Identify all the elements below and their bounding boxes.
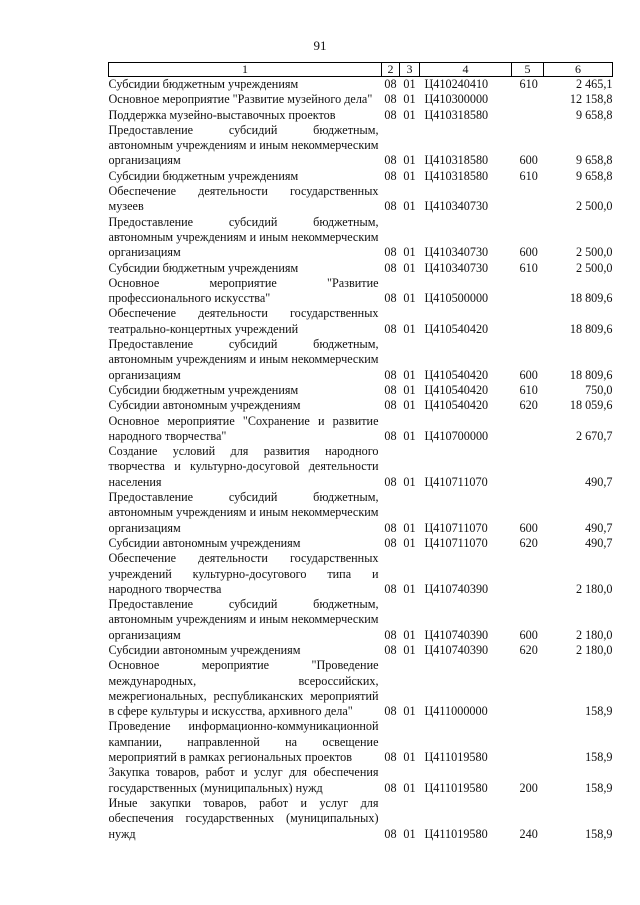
row-expense-type bbox=[512, 108, 544, 123]
row-expense-type bbox=[512, 414, 544, 445]
row-subsection: 01 bbox=[403, 168, 416, 183]
row-amount: 18 809,6 bbox=[569, 321, 613, 336]
row-amount: 2 500,0 bbox=[575, 245, 613, 260]
row-subsection: 01 bbox=[403, 291, 416, 306]
row-target-code: Ц410318580 bbox=[424, 168, 489, 183]
table-row bbox=[109, 536, 613, 551]
row-amount: 490,7 bbox=[585, 520, 613, 535]
table-row bbox=[109, 123, 613, 169]
row-expense-type bbox=[512, 92, 544, 107]
column-header: 6 bbox=[544, 63, 613, 77]
table-row bbox=[109, 414, 613, 445]
row-amount: 9 658,8 bbox=[575, 168, 613, 183]
row-target-code: Ц410500000 bbox=[424, 291, 489, 306]
row-name: Предоставление субсидий бюджетным, автономным учреждениям и иным некоммерческим организациям bbox=[108, 490, 379, 535]
row-target-code: Ц410540420 bbox=[424, 382, 489, 397]
row-name: Субсидии бюджетным учреждениям bbox=[108, 168, 299, 183]
row-expense-type: 600 bbox=[519, 367, 538, 382]
table-row bbox=[109, 398, 613, 413]
budget-table bbox=[108, 62, 613, 842]
table-row bbox=[109, 551, 613, 597]
table-row bbox=[109, 92, 613, 107]
row-expense-type bbox=[512, 184, 544, 215]
row-name: Создание условий для развития народного творчества и культурно-досуговой деятельности населения bbox=[108, 444, 379, 489]
row-name: Обеспечение деятельности государственных музеев bbox=[108, 184, 379, 214]
row-target-code: Ц411019580 bbox=[424, 780, 488, 795]
table-row bbox=[109, 184, 613, 215]
row-section: 08 bbox=[384, 92, 397, 107]
table-row bbox=[109, 796, 613, 842]
row-target-code: Ц410700000 bbox=[424, 428, 489, 443]
table-row bbox=[109, 658, 613, 719]
row-subsection: 01 bbox=[403, 520, 416, 535]
row-expense-type: 610 bbox=[519, 382, 538, 397]
row-target-code: Ц410740390 bbox=[424, 627, 489, 642]
row-expense-type: 620 bbox=[519, 642, 538, 657]
row-name: Поддержка музейно-выставочных проектов bbox=[108, 107, 336, 122]
row-expense-type: 610 bbox=[519, 168, 538, 183]
row-name: Субсидии бюджетным учреждениям bbox=[108, 260, 299, 275]
row-amount: 18 809,6 bbox=[569, 367, 613, 382]
row-amount: 490,7 bbox=[585, 535, 613, 550]
row-subsection: 01 bbox=[403, 704, 416, 719]
row-name: Субсидии автономным учреждениям bbox=[108, 642, 301, 657]
row-name: Субсидии автономным учреждениям bbox=[108, 398, 301, 413]
row-amount: 2 465,1 bbox=[575, 77, 613, 91]
row-target-code: Ц410240410 bbox=[424, 77, 489, 91]
row-expense-type: 200 bbox=[519, 780, 538, 795]
table-row bbox=[109, 383, 613, 398]
column-header: 5 bbox=[512, 63, 544, 77]
row-subsection: 01 bbox=[403, 367, 416, 382]
row-target-code: Ц410318580 bbox=[424, 153, 489, 168]
row-target-code: Ц410540420 bbox=[424, 398, 489, 413]
row-section: 08 bbox=[384, 520, 397, 535]
row-section: 08 bbox=[384, 704, 397, 719]
row-expense-type: 600 bbox=[519, 245, 538, 260]
row-target-code: Ц410340730 bbox=[424, 245, 489, 260]
row-amount: 2 180,0 bbox=[575, 581, 613, 596]
table-header-row bbox=[109, 63, 613, 77]
table-body bbox=[109, 77, 613, 842]
table-row bbox=[109, 306, 613, 337]
row-amount: 9 658,8 bbox=[575, 107, 613, 122]
row-section: 08 bbox=[384, 245, 397, 260]
row-name: Субсидии бюджетным учреждениям bbox=[108, 77, 299, 91]
row-name: Основное мероприятие "Проведение международных, всероссийских, межрегиональных, республиканских мероприятий в сфере культуры и искусства, архивного дела" bbox=[108, 658, 379, 719]
row-subsection: 01 bbox=[403, 428, 416, 443]
table-row bbox=[109, 215, 613, 261]
row-name: Субсидии автономным учреждениям bbox=[108, 535, 301, 550]
row-expense-type: 240 bbox=[519, 826, 538, 841]
row-subsection: 01 bbox=[403, 780, 416, 795]
row-amount: 750,0 bbox=[585, 382, 613, 397]
row-target-code: Ц410540420 bbox=[424, 367, 489, 382]
row-name: Предоставление субсидий бюджетным, автономным учреждениям и иным некоммерческим организациям bbox=[108, 597, 379, 642]
row-section: 08 bbox=[384, 581, 397, 596]
row-section: 08 bbox=[384, 77, 397, 91]
row-target-code: Ц410711070 bbox=[424, 520, 488, 535]
table-row bbox=[109, 108, 613, 123]
row-name: Основное мероприятие "Сохранение и развитие народного творчества" bbox=[108, 413, 379, 443]
row-section: 08 bbox=[384, 535, 397, 550]
row-target-code: Ц410540420 bbox=[424, 321, 489, 336]
row-expense-type: 600 bbox=[519, 153, 538, 168]
row-name: Основное мероприятие "Развитие музейного дела" bbox=[108, 92, 373, 107]
row-name: Предоставление субсидий бюджетным, автономным учреждениям и иным некоммерческим организациям bbox=[108, 337, 379, 382]
row-expense-type: 600 bbox=[519, 520, 538, 535]
row-name: Основное мероприятие "Развитие профессионального искусства" bbox=[108, 275, 379, 306]
row-section: 08 bbox=[384, 321, 397, 336]
page-number: 91 bbox=[313, 38, 327, 53]
row-subsection: 01 bbox=[403, 398, 416, 413]
row-section: 08 bbox=[384, 474, 397, 489]
row-section: 08 bbox=[384, 367, 397, 382]
table-row bbox=[109, 643, 613, 658]
row-name: Субсидии бюджетным учреждениям bbox=[108, 382, 299, 397]
row-amount: 158,9 bbox=[585, 826, 613, 841]
row-subsection: 01 bbox=[403, 77, 416, 91]
row-name: Обеспечение деятельности государственных учреждений культурно-досугового типа и народного творчества bbox=[108, 551, 379, 596]
row-name: Предоставление субсидий бюджетным, автономным учреждениям и иным некоммерческим организациям bbox=[108, 122, 379, 168]
row-name: Иные закупки товаров, работ и услуг для обеспечения государственных (муниципальных) нужд bbox=[108, 795, 379, 841]
row-amount: 2 500,0 bbox=[575, 260, 613, 275]
row-expense-type: 610 bbox=[519, 77, 538, 91]
row-section: 08 bbox=[384, 750, 397, 765]
row-section: 08 bbox=[384, 153, 397, 168]
column-header: 2 bbox=[382, 63, 400, 77]
table-row bbox=[109, 444, 613, 490]
column-header: 1 bbox=[109, 63, 382, 77]
row-target-code: Ц410318580 bbox=[424, 107, 489, 122]
row-amount: 158,9 bbox=[585, 750, 613, 765]
row-section: 08 bbox=[384, 291, 397, 306]
table-row bbox=[109, 597, 613, 643]
row-amount: 2 500,0 bbox=[575, 199, 613, 214]
row-target-code: Ц411000000 bbox=[424, 704, 488, 719]
row-amount: 158,9 bbox=[585, 704, 613, 719]
table-row bbox=[109, 719, 613, 765]
row-subsection: 01 bbox=[403, 826, 416, 841]
row-amount: 2 180,0 bbox=[575, 627, 613, 642]
row-expense-type bbox=[512, 551, 544, 597]
row-section: 08 bbox=[384, 780, 397, 795]
row-target-code: Ц411019580 bbox=[424, 750, 488, 765]
row-target-code: Ц411019580 bbox=[424, 826, 488, 841]
table-row bbox=[109, 261, 613, 276]
row-section: 08 bbox=[384, 107, 397, 122]
row-section: 08 bbox=[384, 398, 397, 413]
row-expense-type bbox=[512, 719, 544, 765]
row-subsection: 01 bbox=[403, 321, 416, 336]
row-subsection: 01 bbox=[403, 382, 416, 397]
row-expense-type: 600 bbox=[519, 627, 538, 642]
table-row bbox=[109, 169, 613, 184]
table-row bbox=[109, 276, 613, 307]
row-subsection: 01 bbox=[403, 245, 416, 260]
row-amount: 490,7 bbox=[585, 474, 613, 489]
row-name: Предоставление субсидий бюджетным, автономным учреждениям и иным некоммерческим организациям bbox=[108, 214, 379, 260]
row-subsection: 01 bbox=[403, 153, 416, 168]
row-target-code: Ц410340730 bbox=[424, 260, 489, 275]
row-expense-type: 610 bbox=[519, 260, 538, 275]
row-section: 08 bbox=[384, 199, 397, 214]
row-subsection: 01 bbox=[403, 642, 416, 657]
row-expense-type bbox=[512, 658, 544, 719]
table-row bbox=[109, 337, 613, 383]
row-target-code: Ц410740390 bbox=[424, 642, 489, 657]
row-target-code: Ц410340730 bbox=[424, 199, 489, 214]
table-row bbox=[109, 77, 613, 93]
row-target-code: Ц410711070 bbox=[424, 535, 488, 550]
row-amount: 12 158,8 bbox=[569, 92, 613, 107]
row-subsection: 01 bbox=[403, 535, 416, 550]
table-row bbox=[109, 490, 613, 536]
row-name: Закупка товаров, работ и услуг для обеспечения государственных (муниципальных) нужд bbox=[108, 765, 379, 795]
row-target-code: Ц410740390 bbox=[424, 581, 489, 596]
row-amount: 158,9 bbox=[585, 780, 613, 795]
row-target-code: Ц410300000 bbox=[424, 92, 489, 107]
row-name: Обеспечение деятельности государственных театрально-концертных учреждений bbox=[108, 306, 379, 336]
row-section: 08 bbox=[384, 642, 397, 657]
row-expense-type bbox=[512, 444, 544, 490]
row-subsection: 01 bbox=[403, 107, 416, 122]
row-amount: 2 180,0 bbox=[575, 642, 613, 657]
column-header: 3 bbox=[400, 63, 420, 77]
row-expense-type: 620 bbox=[519, 535, 538, 550]
row-subsection: 01 bbox=[403, 750, 416, 765]
row-section: 08 bbox=[384, 260, 397, 275]
row-amount: 18 809,6 bbox=[569, 291, 613, 306]
row-subsection: 01 bbox=[403, 581, 416, 596]
row-subsection: 01 bbox=[403, 260, 416, 275]
column-header: 4 bbox=[420, 63, 512, 77]
row-section: 08 bbox=[384, 826, 397, 841]
row-target-code: Ц410711070 bbox=[424, 474, 488, 489]
row-section: 08 bbox=[384, 428, 397, 443]
row-subsection: 01 bbox=[403, 474, 416, 489]
row-amount: 2 670,7 bbox=[575, 428, 613, 443]
row-expense-type bbox=[512, 276, 544, 307]
row-amount: 18 059,6 bbox=[569, 398, 613, 413]
row-expense-type: 620 bbox=[519, 398, 538, 413]
row-amount: 9 658,8 bbox=[575, 153, 613, 168]
row-name: Проведение информационно-коммуникационной кампании, направленной на освещение мероприятий в рамках региональных проектов bbox=[108, 719, 379, 765]
row-section: 08 bbox=[384, 627, 397, 642]
row-subsection: 01 bbox=[403, 92, 416, 107]
table-row bbox=[109, 765, 613, 796]
row-section: 08 bbox=[384, 168, 397, 183]
row-section: 08 bbox=[384, 382, 397, 397]
row-subsection: 01 bbox=[403, 627, 416, 642]
row-subsection: 01 bbox=[403, 199, 416, 214]
row-expense-type bbox=[512, 306, 544, 337]
